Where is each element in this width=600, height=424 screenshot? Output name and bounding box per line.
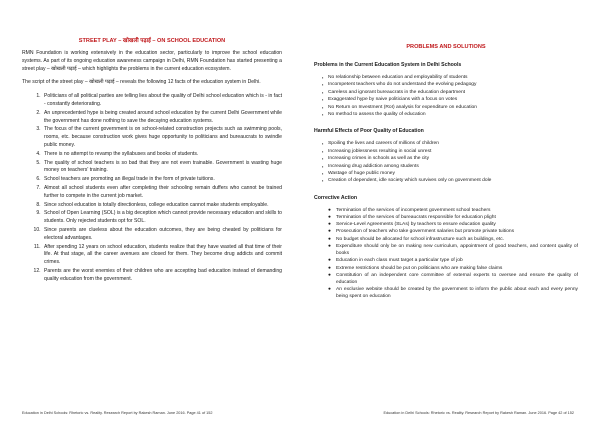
list-item: 9. School of Open Learning (SOL) is a big deception which cannot provide necessary education and skills to students. Only rejected students opt for SOL.: [42, 210, 282, 226]
lead-paragraph: The script of the street play – खोखली पढ़ाई – reveals the following 12 facts of the education system in Delhi.: [22, 79, 261, 86]
square-bullet-icon: ▪: [322, 89, 324, 95]
list-item: 8. Since school education is totally directionless, college education cannot make students employable.: [42, 202, 282, 210]
list-item-text: No Return on Investment (RoI) analysis for expenditure on education: [328, 104, 477, 110]
list-item: 2. An unprecedented hype is being created around school education by the current Delhi Government while the government has done nothing to save the decaying education systems.: [42, 110, 282, 126]
list-item: 6. School teachers are promoting an illegal trade in the form of private tuitions.: [42, 176, 282, 184]
intro-paragraph: RMN Foundation is working extensively in the education sector, particularly to improve the school education systems. As part of its ongoing education awareness campaign in Delhi, RMN Foundation has started presenting a street play – खोखली पढ़ाई – which highlights the problems in the current education ecosystem.: [22, 50, 282, 72]
list-item: 4. There is no attempt to revamp the syllabuses and books of students.: [42, 151, 282, 159]
list-item-text: Careless and ignorant bureaucrats in the education department: [328, 89, 466, 95]
list-item-text: Spoiling the lives and careers of millions of children: [328, 141, 439, 147]
list-item: [328, 236, 578, 243]
square-bullet-icon: ▪: [322, 97, 324, 103]
square-bullet-icon: ▪: [322, 163, 324, 169]
square-bullet-icon: ▪: [322, 112, 324, 118]
list-item: [322, 111, 578, 118]
list-item: [328, 243, 578, 257]
page-footer-right: Education in Delhi Schools: Rhetoric vs. Reality. Research Report by Rakesh Raman. June 2016. Page 42 of 152: [383, 411, 574, 415]
list-item: 12. Parents are the worst enemies of their children who are accepting bad education instead of demanding quality education from the government.: [42, 268, 282, 284]
list-item: [322, 163, 578, 170]
list-item: 3. The focus of the current government is on school-related construction projects such as swimming pools, rooms, etc. because construction work gives huge opportunity to politicians and bureaucrats to swindle public money.: [42, 126, 282, 149]
list-item-text: Education in each class must target a particular type of job: [336, 258, 463, 264]
round-bullet-icon: ●: [328, 287, 331, 293]
facts-list: [22, 93, 282, 283]
effects-heading: Harmful Effects of Poor Quality of Education: [314, 128, 424, 135]
list-item-text: Expenditure should only be on making new curriculum, appointment of good teachers, and content quality of books: [336, 243, 578, 257]
square-bullet-icon: ▪: [322, 82, 324, 88]
round-bullet-icon: ●: [328, 272, 331, 278]
list-item: [328, 265, 578, 272]
list-item: [322, 170, 578, 177]
square-bullet-icon: ▪: [322, 156, 324, 162]
round-bullet-icon: ●: [328, 222, 331, 228]
problems-list: [314, 74, 578, 118]
list-item: [328, 207, 578, 214]
round-bullet-icon: ●: [328, 236, 331, 242]
list-item-text: Creation of dependent, idle society which survives only on government dole: [328, 178, 492, 184]
list-item: [322, 81, 578, 88]
list-item-text: Prosecution of teachers who take government salaries but promote private tuitions: [336, 229, 515, 235]
list-item-text: Service-Level Agreements (SLAs) by teachers to ensure education quality: [336, 222, 496, 228]
list-item-text: Increasing drug addiction among students: [328, 163, 419, 169]
list-item: [328, 214, 578, 221]
square-bullet-icon: ▪: [322, 141, 324, 147]
list-item: [322, 177, 578, 184]
corrective-heading: Corrective Action: [314, 194, 358, 201]
list-item-text: Exaggerated hype by naive politicians with a focus on votes: [328, 97, 458, 103]
round-bullet-icon: ●: [328, 229, 331, 235]
list-item-text: Wastage of huge public money: [328, 171, 395, 177]
list-item: 7. Almost all school students even after completing their schooling remain duffers who cannot be trained further to compete in the current job market.: [42, 185, 282, 201]
list-item-text: Constitution of an independent core committee of external experts to oversee and ensure the quality of education: [336, 272, 578, 285]
list-item: [322, 96, 578, 103]
list-item: [322, 104, 578, 111]
square-bullet-icon: ▪: [322, 148, 324, 154]
list-item: [328, 286, 578, 300]
list-item: 10. Since parents are clueless about the education outcomes, they are being cheated by politicians for electoral advantages.: [42, 227, 282, 243]
actions-list: [314, 207, 578, 301]
round-bullet-icon: ●: [328, 265, 331, 271]
list-item: [322, 89, 578, 96]
page-title-street-play: STREET PLAY – खोखली पढ़ाई – ON SCHOOL EDUCATION: [78, 38, 226, 44]
effects-list: [314, 140, 578, 184]
round-bullet-icon: ●: [328, 243, 331, 249]
list-item-text: Termination of the services of incompetent government school teachers: [336, 207, 491, 213]
list-item: [328, 257, 578, 264]
list-item: [322, 155, 578, 162]
list-item: 5. The quality of school teachers is so bad that they are not even trainable. Government is wasting huge money on teachers' training.: [42, 160, 282, 176]
right-page: [300, 0, 600, 424]
page-footer-left: Education in Delhi Schools: Rhetoric vs. Reality. Research Report by Rakesh Raman. June 2016. Page 41 of 152: [22, 411, 213, 415]
list-item: [322, 140, 578, 147]
list-item: [322, 74, 578, 81]
list-item-text: Extreme restrictions should be put on politicians who are making false claims: [336, 265, 503, 271]
list-item-text: No relationship between education and employability of students: [328, 75, 468, 80]
list-item-text: Increasing joblessness resulting in social unrest: [328, 148, 432, 154]
list-item: [328, 221, 578, 228]
round-bullet-icon: ●: [328, 207, 331, 213]
list-item-text: Increasing crimes in schools as well as the city: [328, 156, 430, 162]
list-item: [328, 272, 578, 286]
problems-heading: Problems in the Current Education System in Delhi Schools: [314, 62, 462, 68]
list-item: 11. After spending 12 years on school education, students realize that they have wasted all that time of their life. At that stage, all the career avenues are closed for them. They become drug addicts and commit crimes.: [42, 244, 282, 267]
list-item: [322, 148, 578, 155]
list-item-text: An exclusive website should be created by the government to inform the public about each and every penny being spent on education: [336, 287, 578, 300]
list-item-text: Termination of the services of bureaucrats responsible for education plight: [336, 215, 496, 221]
list-item: 1. Politicians of all political parties are telling lies about the quality of Delhi school education which is - in fact - constantly deteriorating.: [42, 93, 282, 109]
square-bullet-icon: ▪: [322, 171, 324, 177]
page-title-problems-solutions: PROBLEMS AND SOLUTIONS: [406, 44, 486, 50]
list-item-text: No budget should be allocated for school infrastructure such as buildings, etc.: [336, 236, 505, 242]
square-bullet-icon: ▪: [322, 75, 324, 80]
round-bullet-icon: ●: [328, 258, 331, 264]
square-bullet-icon: ▪: [322, 178, 324, 184]
round-bullet-icon: ●: [328, 215, 331, 221]
list-item-text: Incompetent teachers who do not understand the evolving pedagogy: [328, 82, 477, 88]
square-bullet-icon: ▪: [322, 104, 324, 110]
list-item-text: No method to assess the quality of education: [328, 112, 426, 118]
list-item: [328, 228, 578, 235]
